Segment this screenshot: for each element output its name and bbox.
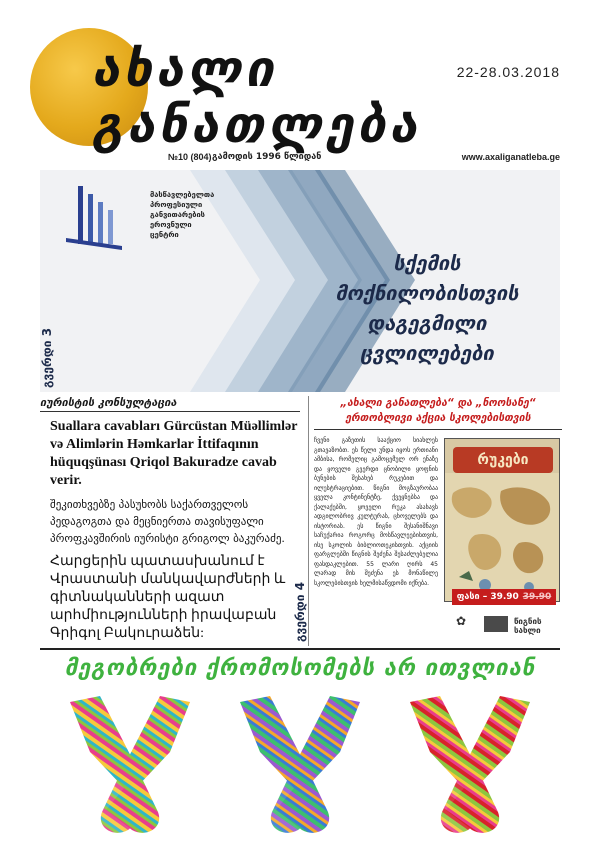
newspaper-title-line1: ახალი (92, 40, 278, 98)
azerbaijani-text: Suallara cavabları Gürcüstan Müəllimlər və Alimlərin Həmkarlar İttifaqının hüquqşünası Qriqol Bakuradze cavab verir. (50, 419, 298, 488)
promo-body-text: ჩვენი გაზეთის სააქციო სიახლეს გთავაზობთ. ეს წელი უნდა იყოს ერთიანი ამბისა, რომელიც გამოცემულ ორ ენაზე და ყოველი გვერდი ცნობილი ყოფნის ბუნების შესახებ რუკებით და ილუსტრაციებით. წიგნი მოგზაურობაა ყველა კონტინენტზე, ქვეყნებსა და ქალაქებში, ყოველი რუკა ასახავს ადგილობრივ კულტურას, ცხოველებს და ისტორიას. ეს წიგნი შესანიშნავი საჩუქარია როგორც მოსწავლეებისთვის, ისე სკოლის ბიბლიოთეკისთვის. აქციის ფარგლებში წიგნის შეძენა შესაძლებელია ფასდაკლებით. 55 ლარი ღირს 45 ლარად მის შეძენა ეს მონაწილე სკოლებისთვის ხელმისაწვდომი იქნება. (314, 437, 438, 587)
armenian-text: Հարցերին պատասխանում է Վրաստանի մանկավարժների և գիտնականների ազատ արհմիությունների իրավաբան Գրիգոլ Բակուրաձեն: (50, 554, 286, 641)
page-reference-4[interactable]: გვერდი 4 (293, 581, 307, 642)
teacher-center-name: მასწავლებელთა პროფესიული განვითარების ეროვნული ცენტრი (150, 190, 215, 239)
publisher-logos (444, 610, 560, 640)
price-tag: ფასი – 39.90 39.90 (452, 589, 556, 605)
banner (40, 170, 560, 392)
legal-consultation-section (40, 396, 300, 643)
issue-number: №10 (804) (168, 152, 212, 162)
website-link[interactable]: www.axaliganatleba.ge (461, 152, 560, 162)
book-title: რუკები (453, 447, 553, 473)
section-divider (40, 648, 560, 650)
page-reference-3[interactable]: გვერდი 3 (40, 327, 54, 388)
book-cover-image (444, 438, 560, 602)
publisher-logo-text: წიგნის სახლი (514, 617, 542, 635)
column-divider (308, 396, 309, 646)
sock-pair-1 (60, 692, 200, 842)
founded-note: გამოდის 1996 წლიდან (212, 152, 322, 162)
flower-logo-icon: ✿ (456, 614, 467, 628)
banner-headline[interactable]: სქემის მოქნილობისთვის დაგეგმილი ცვლილებები (335, 251, 519, 365)
book-promo-section (314, 396, 562, 646)
newspaper-title-line2: განათლება (92, 96, 422, 154)
world-map-illustration (445, 473, 560, 602)
sock-pair-2 (230, 692, 370, 842)
section-title[interactable]: იურისტის კონსულტაცია (40, 396, 300, 412)
socks-headline[interactable]: მეგობრები ქრომოსომებს არ ითვლიან (64, 656, 536, 681)
promo-headline[interactable]: „ახალი განათლება“ და „ნოოსანე“ ერთობლივი აქცია სკოლებისთვის (314, 396, 562, 430)
issue-date: 22-28.03.2018 (456, 64, 560, 80)
teacher-center-logo (62, 180, 132, 250)
sock-pair-3 (400, 692, 540, 842)
georgian-text: შეკითხვებზე პასუხობს საქართველოს პედაგოგთა და მეცნიერთა თავისუფალი პროფკავშირის იურისტი გრიგოლ ბაკურაძე. (50, 498, 285, 545)
publisher-logo-block (484, 616, 508, 632)
